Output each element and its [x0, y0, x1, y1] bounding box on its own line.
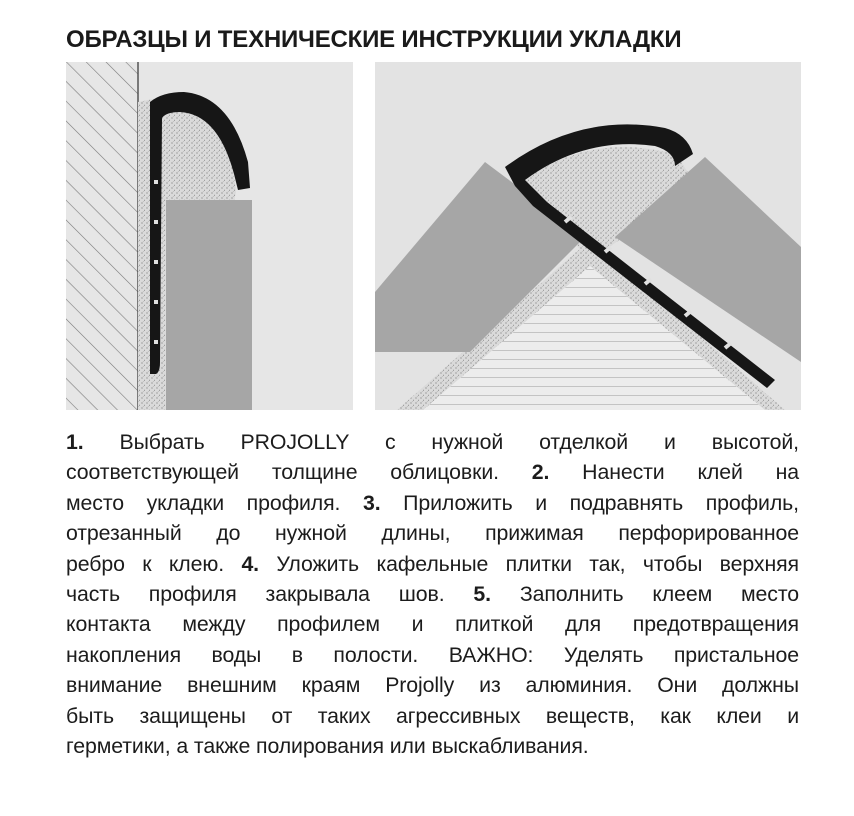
illustration-corner-profile: [375, 62, 801, 410]
straight-profile-diagram: [66, 62, 353, 410]
instruction-text: Уложить кафельные плитки так, чтобы верхняя: [259, 551, 799, 576]
instruction-text: герметики, а также полирования или выскабливания.: [66, 734, 589, 759]
instruction-text: внимание внешним краям Projolly из алюминия. Они должны: [66, 673, 799, 698]
instruction-line: [66, 518, 799, 548]
instruction-line: [66, 488, 799, 518]
instruction-text: отрезанный до нужной длины, прижимая перфорированное: [66, 521, 799, 546]
tile: [166, 200, 252, 410]
step-number: 1.: [66, 430, 84, 454]
instruction-text: Заполнить клеем место: [490, 582, 799, 607]
instruction-text: накопления воды в полости. ВАЖНО: Уделять пристальное: [66, 642, 799, 667]
instruction-text: Выбрать PROJOLLY с нужной отделкой и высотой,: [83, 430, 799, 454]
instruction-text: контакта между профилем и плиткой для предотвращения: [66, 612, 799, 637]
instruction-text: Приложить и подравнять профиль,: [380, 490, 799, 515]
instruction-line: [66, 579, 799, 609]
step-number: 5.: [473, 582, 491, 607]
illustration-straight-profile: [66, 62, 353, 410]
instruction-text: быть защищены от таких агрессивных веществ, как клеи и: [66, 703, 799, 728]
instruction-text: место укладки профиля.: [66, 490, 363, 515]
step-number: 2.: [531, 460, 550, 485]
instruction-line: [66, 640, 799, 670]
instruction-line: [66, 701, 799, 731]
wall-hatch: [66, 62, 138, 410]
instruction-line: [66, 549, 799, 579]
instruction-line: [66, 427, 799, 457]
installation-instructions: [66, 427, 799, 761]
step-number: 3.: [362, 490, 381, 515]
corner-profile-diagram: [375, 62, 801, 410]
instruction-line: [66, 457, 799, 487]
instruction-line: [66, 731, 799, 761]
instruction-text: Нанести клей на: [549, 460, 799, 485]
step-number: 4.: [241, 551, 259, 576]
instruction-line: [66, 609, 799, 639]
instruction-text: соответствующей толщине облицовки.: [66, 460, 532, 485]
instruction-text: часть профиля закрывала шов.: [66, 582, 474, 607]
instruction-line: [66, 670, 799, 700]
page-title: ОБРАЗЦЫ И ТЕХНИЧЕСКИЕ ИНСТРУКЦИИ УКЛАДКИ: [66, 26, 682, 53]
instruction-text: ребро к клею.: [66, 551, 242, 576]
